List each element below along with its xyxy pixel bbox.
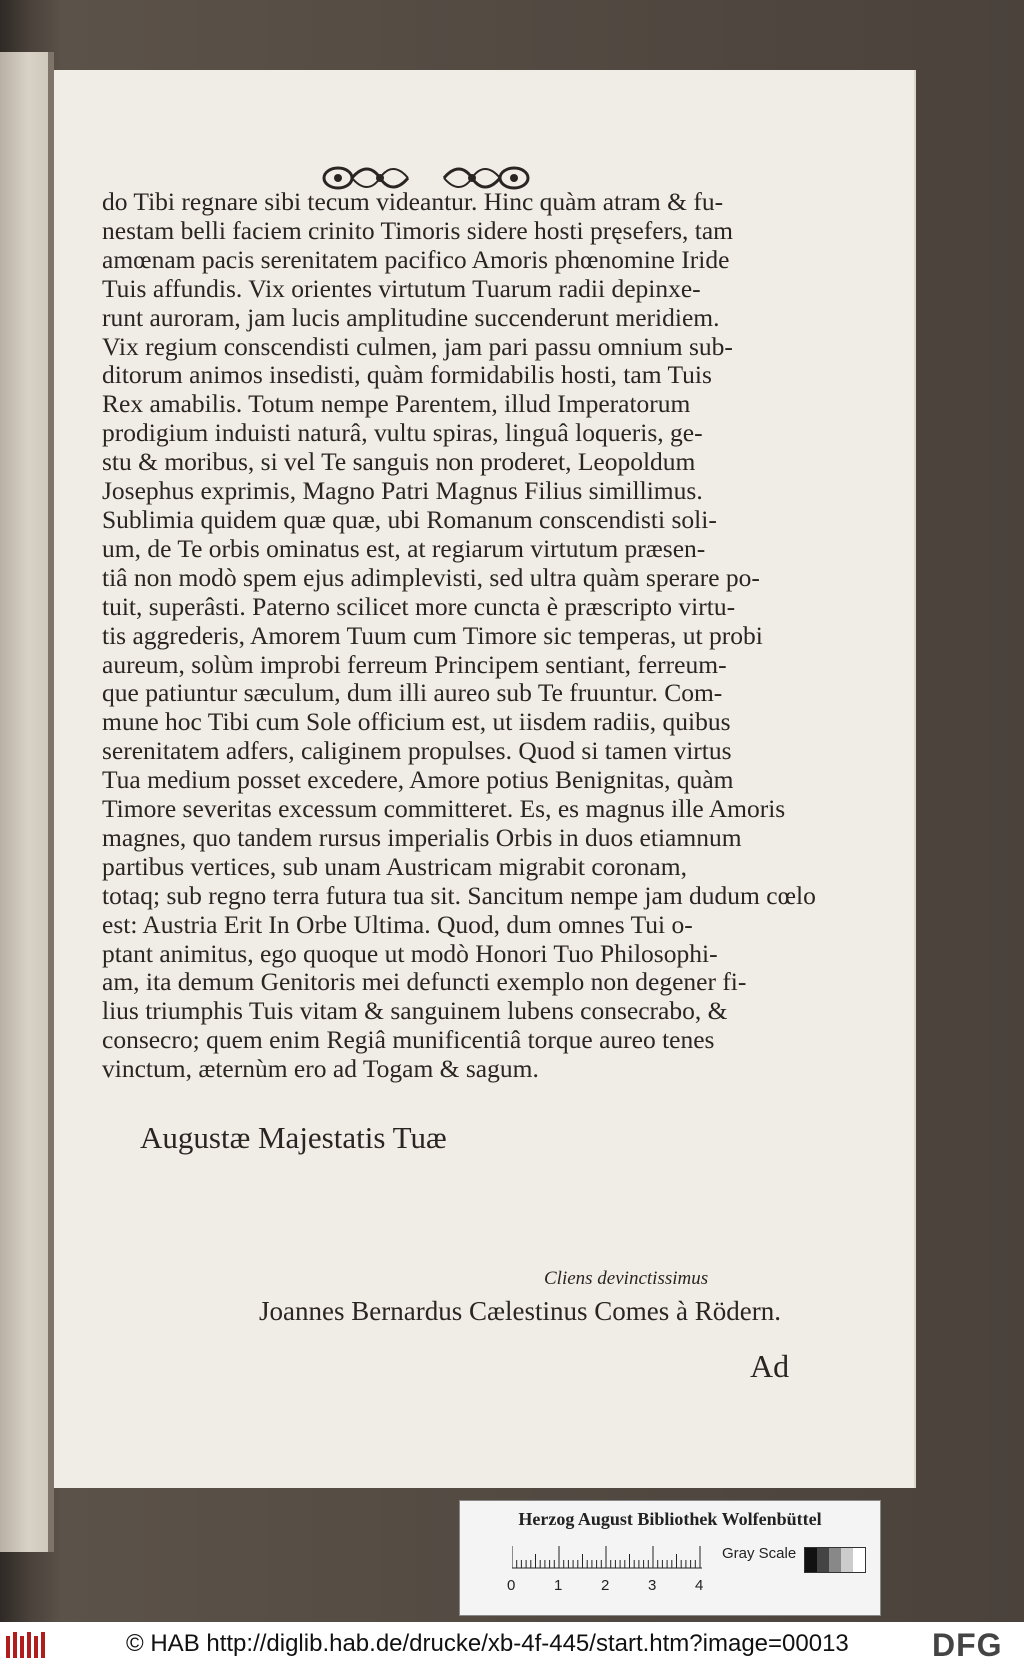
text-line: totaq; sub regno terra futura tua sit. Sancitum nempe jam dudum cœlo (102, 880, 816, 910)
text-line: ditorum animos insedisti, quàm formidabilis hosti, tam Tuis (102, 360, 712, 390)
gray-swatch (841, 1548, 853, 1572)
color-target (459, 1500, 881, 1616)
gray-swatch (805, 1548, 817, 1572)
hab-logo-icon (4, 1630, 48, 1660)
gray-swatch (817, 1548, 829, 1572)
gray-swatch (853, 1548, 865, 1572)
ruler-label: 1 (554, 1577, 563, 1594)
book-page (54, 70, 914, 1488)
text-line: consecro; quem enim Regiâ munificentiâ torque aureo tenes (102, 1025, 715, 1055)
text-line: partibus vertices, sub unam Austricam migrabit coronam, (102, 851, 687, 881)
text-line: Rex amabilis. Totum nempe Parentem, illud Imperatorum (102, 389, 691, 419)
text-line: ptant animitus, ego quoque ut modò Honori Tuo Philosophi- (102, 938, 718, 968)
text-line: tiâ non modò spem ejus adimplevisti, sed ultra quàm sperare po- (102, 562, 760, 592)
text-line: est: Austria Erit In Orbe Ultima. Quod, dum omnes Tui o- (102, 909, 693, 939)
target-title: Herzog August Bibliothek Wolfenbüttel (518, 1509, 822, 1529)
text-line: do Tibi regnare sibi tecum videantur. Hinc quàm atram & fu- (102, 187, 724, 216)
text-line: vinctum, æternùm ero ad Togam & sagum. (102, 1054, 539, 1084)
dfg-logo: DFG (932, 1627, 1003, 1663)
text-line: Timore severitas excessum committeret. Es, es magnus ille Amoris (102, 794, 786, 824)
text-line: mune hoc Tibi cum Sole officium est, ut iisdem radiis, quibus (102, 707, 731, 737)
ruler-label: 4 (695, 1577, 704, 1594)
salutation: Augustæ Majestatis Tuæ (140, 1120, 447, 1155)
body-text (102, 188, 852, 1084)
text-line: stu & moribus, si vel Te sanguis non proderet, Leopoldum (102, 447, 696, 477)
gray-scale-label: Gray Scale (722, 1545, 797, 1562)
ruler-label: 0 (507, 1577, 516, 1594)
text-line: tis aggrederis, Amorem Tuum cum Timore sic temperas, ut probi (102, 620, 763, 650)
facing-page-edge (0, 52, 48, 1552)
text-line: Sublimia quidem quæ quæ, ubi Romanum conscendisti soli- (102, 504, 717, 534)
viewer-footer (0, 1622, 1024, 1666)
gray-scale-bar (804, 1547, 866, 1573)
ruler-label: 2 (601, 1577, 610, 1594)
ruler-scale (512, 1545, 702, 1569)
text-line: tuit, superâsti. Paterno scilicet more cuncta è præscripto virtu- (102, 591, 736, 621)
text-line: prodigium induisti naturâ, vultu spiras, linguâ loqueris, ge- (102, 418, 703, 448)
text-line: magnes, quo tandem rursus imperialis Orbis in duos etiamnum (102, 822, 742, 852)
catchword: Ad (750, 1348, 790, 1384)
text-line: amœnam pacis serenitatem pacifico Amoris phœnomine Iride (102, 244, 730, 274)
text-line: Tua medium posset excedere, Amore potius Benignitas, quàm (102, 765, 734, 795)
text-line: serenitatem adfers, caliginem propulses. Quod si tamen virtus (102, 736, 732, 766)
signatory: Joannes Bernardus Cælestinus Comes à Rödern. (259, 1296, 781, 1326)
text-line: que patiuntur sæculum, dum illi aureo sub Te fruuntur. Com- (102, 678, 723, 708)
text-line: aureum, solùm improbi ferreum Principem sentiant, ferreum- (102, 649, 727, 679)
text-line: Vix regium conscendisti culmen, jam pari passu omnium sub- (102, 331, 733, 361)
text-line: um, de Te orbis ominatus est, at regiarum virtutum præsen- (102, 533, 706, 563)
text-line: nestam belli faciem crinito Timoris sidere hosti pręsefers, tam (102, 215, 733, 245)
gray-swatch (829, 1548, 841, 1572)
text-line: am, ita demum Genitoris mei defuncti exemplo non degener fi- (102, 967, 747, 997)
text-line: Tuis affundis. Vix orientes virtutum Tuarum radii depinxe- (102, 273, 701, 303)
text-line: Josephus exprimis, Magno Patri Magnus Filius simillimus. (102, 476, 703, 506)
text-line: runt auroram, jam lucis amplitudine succenderunt meridiem. (102, 302, 720, 332)
text-line: lius triumphis Tuis vitam & sanguinem lubens consecrabo, & (102, 996, 728, 1026)
ruler-label: 3 (648, 1577, 657, 1594)
closing-formula: Cliens devinctissimus (544, 1268, 709, 1289)
copyright-link[interactable]: © HAB http://diglib.hab.de/drucke/xb-4f-445/start.htm?image=00013 (126, 1630, 849, 1657)
